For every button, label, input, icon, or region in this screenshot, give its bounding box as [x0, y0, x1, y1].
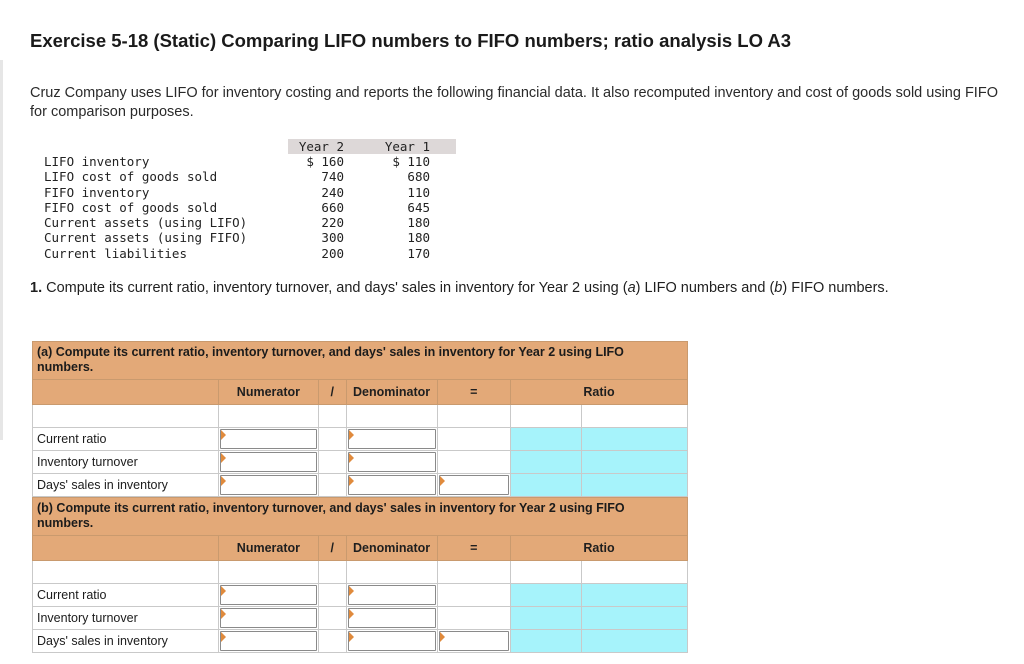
header-denominator: Denominator — [346, 380, 437, 405]
data-row-year-1: 180 — [407, 230, 430, 246]
intro-text: Cruz Company uses LIFO for inventory costing and reports the following financial data. It also recomputed inventory and cost of goods sold using FIFO for comparison purposes. — [30, 85, 998, 120]
data-row-label: FIFO cost of goods sold — [44, 199, 218, 215]
ratio-output — [581, 607, 687, 630]
data-row-year-2: 740 — [321, 169, 344, 185]
question-text-3: ) FIFO numbers. — [782, 280, 889, 296]
days-input[interactable] — [437, 474, 511, 497]
question-text-2: ) LIFO numbers and ( — [635, 280, 775, 296]
row-label-days-sales: Days' sales in inventory — [33, 474, 219, 497]
header-equals: = — [437, 536, 511, 561]
ratio-output — [511, 584, 582, 607]
ratio-output — [511, 428, 582, 451]
table-row — [33, 630, 688, 653]
ratio-output — [581, 474, 687, 497]
row-label-inventory-turnover: Inventory turnover — [33, 451, 219, 474]
data-row-label: Current assets (using LIFO) — [44, 215, 248, 231]
header-numerator: Numerator — [219, 380, 319, 405]
ratio-output — [511, 451, 582, 474]
part-a-spacer-row — [33, 405, 688, 428]
data-row-year-1: 680 — [407, 169, 430, 185]
header-slash: / — [318, 536, 346, 561]
part-a-header-row — [33, 380, 688, 405]
header-numerator: Numerator — [219, 536, 319, 561]
header-year-1: Year 1 — [384, 139, 430, 154]
numerator-input[interactable] — [219, 630, 319, 653]
part-b-caption: (b) Compute its current ratio, inventory turnover, and days' sales in inventory for Year 2 using FIFO numbers. — [33, 498, 688, 536]
header-blank — [33, 380, 219, 405]
data-row-year-2: 240 — [321, 184, 344, 200]
question-1 — [30, 280, 889, 296]
denominator-input[interactable] — [346, 584, 437, 607]
data-row-label: LIFO cost of goods sold — [44, 169, 218, 185]
denominator-input[interactable] — [346, 474, 437, 497]
ratio-output — [511, 607, 582, 630]
numerator-input[interactable] — [219, 584, 319, 607]
data-row-label: FIFO inventory — [44, 184, 150, 200]
header-ratio: Ratio — [511, 380, 688, 405]
data-row-year-2: 200 — [321, 245, 344, 261]
header-year-2: Year 2 — [298, 139, 344, 154]
denominator-input[interactable] — [346, 451, 437, 474]
part-b-header-row — [33, 536, 688, 561]
ratio-output — [581, 630, 687, 653]
part-b-spacer-row — [33, 561, 688, 584]
data-row-label: LIFO inventory — [44, 154, 150, 169]
numerator-input[interactable] — [219, 451, 319, 474]
numerator-input[interactable] — [219, 474, 319, 497]
left-edge-bar — [0, 60, 3, 440]
table-row — [33, 474, 688, 497]
days-input[interactable] — [437, 630, 511, 653]
exercise-title: Exercise 5-18 (Static) Comparing LIFO numbers to FIFO numbers; ratio analysis LO A3 — [30, 30, 792, 51]
ratio-output — [511, 630, 582, 653]
question-part-a: a — [627, 280, 636, 296]
ratio-output — [581, 451, 687, 474]
data-row-label: Current liabilities — [44, 245, 187, 261]
data-row-year-1: 110 — [407, 184, 430, 200]
table-row — [33, 451, 688, 474]
data-row-year-2: 220 — [321, 215, 344, 231]
data-row-label: Current assets (using FIFO) — [44, 230, 248, 246]
numerator-input[interactable] — [219, 428, 319, 451]
part-a-grid — [32, 341, 688, 520]
header-denominator: Denominator — [346, 536, 437, 561]
data-row-year-1: $ 110 — [392, 154, 430, 169]
header-slash: / — [318, 380, 346, 405]
header-equals: = — [437, 380, 511, 405]
data-row-year-1: 180 — [407, 215, 430, 231]
part-a-caption: (a) Compute its current ratio, inventory turnover, and days' sales in inventory for Year 2 using LIFO numbers. — [33, 342, 688, 380]
denominator-input[interactable] — [346, 607, 437, 630]
part-b-grid — [32, 497, 688, 653]
data-row-year-2: 660 — [321, 199, 344, 215]
table-row — [33, 607, 688, 630]
numerator-input[interactable] — [219, 607, 319, 630]
header-ratio: Ratio — [511, 536, 688, 561]
table-row — [33, 428, 688, 451]
ratio-output — [581, 428, 687, 451]
row-label-days-sales: Days' sales in inventory — [33, 630, 219, 653]
question-number: 1. — [30, 280, 43, 296]
data-row-year-2: 300 — [321, 230, 344, 246]
data-row-year-1: 170 — [407, 245, 430, 261]
denominator-input[interactable] — [346, 428, 437, 451]
question-text-1: Compute its current ratio, inventory turnover, and days' sales in inventory for Year 2 using ( — [46, 280, 628, 296]
row-label-current-ratio: Current ratio — [33, 428, 219, 451]
ratio-output — [511, 474, 582, 497]
row-label-inventory-turnover: Inventory turnover — [33, 607, 219, 630]
denominator-input[interactable] — [346, 630, 437, 653]
table-row — [33, 584, 688, 607]
question-part-b: b — [774, 280, 783, 296]
data-row-year-1: 645 — [407, 199, 430, 215]
ratio-output — [581, 584, 687, 607]
row-label-current-ratio: Current ratio — [33, 584, 219, 607]
data-row-year-2: $ 160 — [306, 154, 344, 169]
header-blank — [33, 536, 219, 561]
